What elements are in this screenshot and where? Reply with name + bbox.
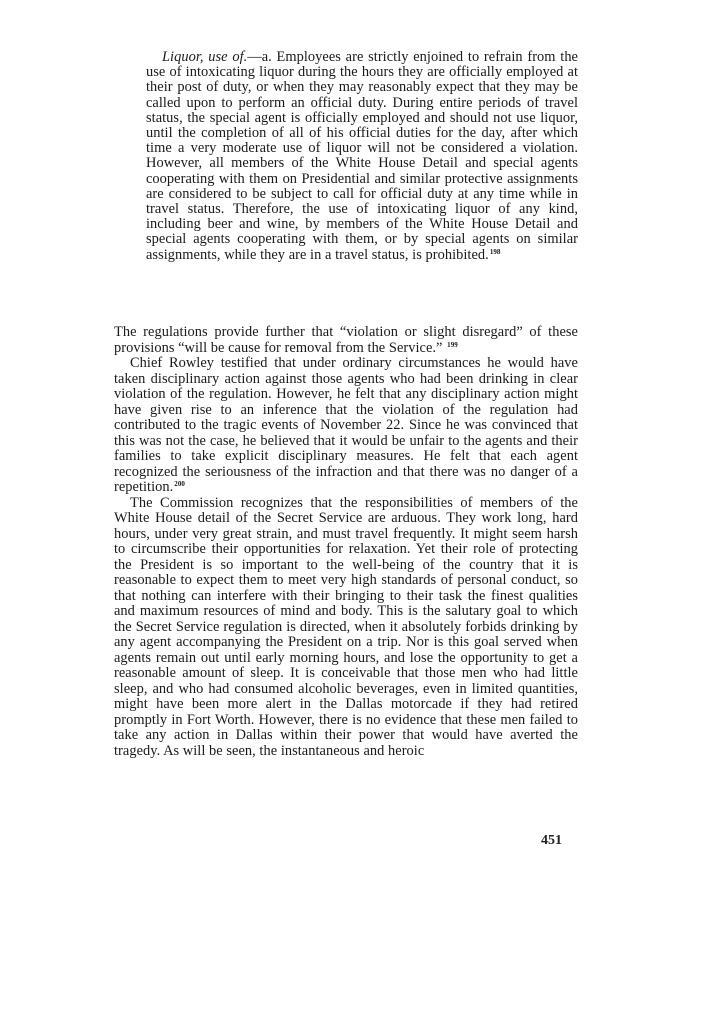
page-number: 451	[541, 833, 562, 848]
footnote-marker: 200	[174, 480, 185, 488]
block-quote-regulation	[146, 50, 578, 263]
paragraph-text: The Commission recognizes that the responsibilities of members of the White House detail of the Secret Service are arduous. They work long, hard hours, under very great strain, and must travel frequently. It might seem harsh to circumscribe their opportunities for relaxation. Yet their role of protecting the President is so important to the well-being of the country that it is reasonable to expect them to meet very high standards of personal conduct, so that nothing can interfere with their bringing to their task the finest qualities and maximum resources of mind and body. This is the salutary goal to which the Secret Service regulation is directed, when it absolutely forbids drinking by any agent accompanying the President on a trip. Nor is this goal served when agents remain out until early morning hours, and lose the opportunity to get a reasonable amount of sleep. It is conceivable that those men who had little sleep, and who had consumed alcoholic beverages, even in limited quantities, might have been more alert in the Dallas motorcade if they had retired promptly in Fort Worth. However, there is no evidence that these men failed to take any action in Dallas within their power that would have averted the tragedy. As will be seen, the instantaneous and heroic	[114, 494, 578, 759]
quote-text: a. Employees are strictly enjoined to refrain from the use of intoxicating liquor during the hours they are officially employed at their post of duty, or when they may reasonably expect that they may be called upon to perform an official duty. During entire periods of travel status, the special agent is officially employed and should not use liquor, until the completion of all of his official duties for the day, after which time a very moderate use of liquor will not be considered a violation. However, all members of the White House Detail and special agents cooperating with them on Presidential and similar protective assignments are considered to be subject to call for official duty at any time while in travel status. Therefore, the use of intoxicating liquor of any kind, including beer and wine, by members of the White House Detail and special agents cooperating with them, or by special agents on similar assignments, while they are in a travel status, is prohibited.	[146, 49, 578, 263]
footnote-marker: 199	[447, 340, 458, 349]
paragraph-regulations	[114, 325, 578, 356]
paragraph-text: Chief Rowley testified that under ordinary circumstances he would have taken disciplinary action against those agents who had been drinking in clear violation of the regulation. However, he felt that any disciplinary action might have given rise to an inference that the violation of the regulation had contributed to the tragic events of November 22. Since he was convinced that this was not the case, he believed that it would be unfair to the agents and their families to take explicit disciplinary measures. He felt that each agent recognized the seriousness of the infraction and that there was no danger of a repetition.	[114, 355, 578, 495]
footnote-marker: 198	[489, 247, 501, 256]
quote-paragraph	[146, 50, 578, 263]
paragraph-rowley-testimony	[114, 356, 578, 496]
paragraph-text: The regulations provide further that “violation or slight disregard” of these provisions “will be cause for removal from the Service.”	[114, 324, 578, 356]
quote-heading-dash: —	[247, 49, 262, 65]
quote-heading: Liquor, use of.	[162, 49, 248, 65]
paragraph-commission-findings	[114, 496, 578, 760]
body-text	[114, 325, 578, 759]
